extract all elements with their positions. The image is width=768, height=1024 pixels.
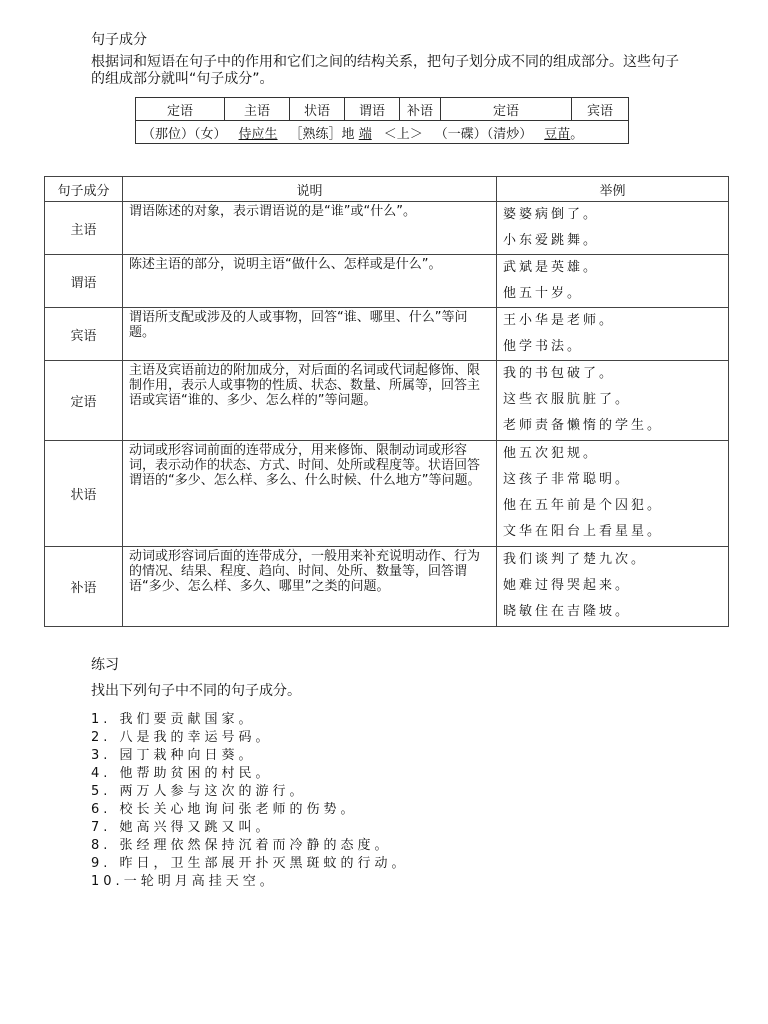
item-text: 一轮明月高挂天空。 (123, 874, 277, 889)
example-header-row (136, 98, 629, 121)
example-sentence-cell (136, 121, 629, 144)
list-item (91, 711, 409, 729)
component-examples (497, 308, 729, 361)
component-examples (497, 441, 729, 547)
example-header-cell: 主语 (225, 98, 290, 121)
item-text: 两万人参与这次的游行。 (119, 784, 307, 799)
example-sentence: 他学书法。 (503, 339, 584, 354)
column-header-examples: 举例 (497, 177, 729, 202)
table-row (45, 202, 729, 255)
example-header-cell: 谓语 (345, 98, 400, 121)
item-number: 5. (91, 784, 112, 799)
example-sentence: 老师责备懒惰的学生。 (503, 418, 664, 433)
example-object: 豆苗 (544, 126, 571, 142)
component-examples (497, 547, 729, 627)
item-text: 校长关心地询问张老师的伤势。 (119, 802, 358, 817)
item-text: 她高兴得又跳又叫。 (119, 820, 273, 835)
example-complement: ＜上＞ (383, 126, 423, 142)
item-text: 昨日，卫生部展开扑灭黑斑蚊的行动。 (119, 856, 409, 871)
example-period: 。 (570, 126, 584, 142)
component-examples (497, 202, 729, 255)
item-number: 6. (91, 802, 112, 817)
example-header-cell: 定语 (441, 98, 572, 121)
item-number: 2. (91, 730, 112, 745)
example-header-cell: 宾语 (572, 98, 629, 121)
example-header-cell: 状语 (290, 98, 345, 121)
sentence-components-table (44, 176, 729, 627)
table-row (45, 441, 729, 547)
component-description: 主语及宾语前边的附加成分，对后面的名词或代词起修饰、限制作用，表示人或事物的性质、状态、数量、所属等，回答主语或宾语“谁的、多少、怎么样的”等问题。 (123, 361, 497, 441)
item-text: 我们要贡献国家。 (119, 712, 256, 727)
example-adverbial: ［熟练］地 (289, 126, 355, 142)
example-predicate: 端 (358, 126, 372, 142)
item-text: 园丁栽种向日葵。 (119, 748, 256, 763)
exercise-list (91, 711, 409, 891)
component-description: 陈述主语的部分，说明主语“做什么、怎样或是什么”。 (123, 255, 497, 308)
example-sentence: 王小华是老师。 (503, 313, 616, 328)
component-name: 定语 (45, 361, 123, 441)
example-subject: 侍应生 (238, 126, 278, 142)
component-description: 谓语所支配或涉及的人或事物，回答“谁、哪里、什么”等问题。 (123, 308, 497, 361)
item-number: 3. (91, 748, 112, 763)
example-sentence-table (135, 97, 629, 144)
example-sentence: 她难过得哭起来。 (503, 578, 632, 593)
item-number: 10. (91, 874, 124, 889)
list-item (91, 783, 409, 801)
component-name: 状语 (45, 441, 123, 547)
item-number: 8. (91, 838, 112, 853)
column-header-component: 句子成分 (45, 177, 123, 202)
example-sentence: 他五十岁。 (503, 286, 584, 301)
example-attributive-2: （一碟）（清炒） (434, 126, 533, 142)
list-item (91, 729, 409, 747)
component-description: 动词或形容词前面的连带成分，用来修饰、限制动词或形容词，表示动作的状态、方式、时间、处所或程度等。状语回答谓语的“多少、怎么样、多么、什么时候、什么地方”等问题。 (123, 441, 497, 547)
example-sentence: 我的书包破了。 (503, 366, 616, 381)
component-description: 动词或形容词后面的连带成分，一般用来补充说明动作、行为的情况、结果、程度、趋向、时间、处所、数量等，回答谓语“多少、怎么样、多久、哪里”之类的问题。 (123, 547, 497, 627)
item-text: 他帮助贫困的村民。 (119, 766, 273, 781)
component-name: 宾语 (45, 308, 123, 361)
practice-instruction: 找出下列句子中不同的句子成分。 (91, 683, 301, 699)
list-item (91, 837, 409, 855)
example-sentence: 小东爱跳舞。 (503, 233, 600, 248)
example-sentence: 我们谈判了楚九次。 (503, 552, 648, 567)
table-row (45, 308, 729, 361)
list-item (91, 747, 409, 765)
component-examples (497, 255, 729, 308)
intro-paragraph: 根据词和短语在句子中的作用和它们之间的结构关系，把句子划分成不同的组成部分。这些句子的组成部分就叫“句子成分”。 (91, 54, 679, 87)
item-number: 4. (91, 766, 112, 781)
table-row (45, 361, 729, 441)
example-sentence: 武斌是英雄。 (503, 260, 600, 275)
example-sentence: 婆婆病倒了。 (503, 207, 600, 222)
example-header-cell: 补语 (400, 98, 441, 121)
component-name: 谓语 (45, 255, 123, 308)
component-description: 谓语陈述的对象，表示谓语说的是“谁”或“什么”。 (123, 202, 497, 255)
table-header-row (45, 177, 729, 202)
example-sentence: 晓敏住在吉隆坡。 (503, 604, 632, 619)
example-sentence: 这孩子非常聪明。 (503, 472, 632, 487)
list-item (91, 801, 409, 819)
component-name: 补语 (45, 547, 123, 627)
list-item (91, 819, 409, 837)
item-text: 八是我的幸运号码。 (119, 730, 273, 745)
list-item (91, 855, 409, 873)
component-name: 主语 (45, 202, 123, 255)
table-row (45, 547, 729, 627)
list-item (91, 873, 409, 891)
example-header-cell: 定语 (136, 98, 225, 121)
example-attributive-1: （那位）（女） (142, 126, 227, 142)
item-number: 7. (91, 820, 112, 835)
column-header-description: 说明 (123, 177, 497, 202)
list-item (91, 765, 409, 783)
example-sentence-row (136, 121, 629, 144)
page-title: 句子成分 (91, 32, 147, 48)
table-row (45, 255, 729, 308)
example-sentence: 他五次犯规。 (503, 446, 600, 461)
example-sentence: 他在五年前是个囚犯。 (503, 498, 664, 513)
item-text: 张经理依然保持沉着而冷静的态度。 (119, 838, 392, 853)
item-number: 9. (91, 856, 112, 871)
example-sentence: 这些衣服肮脏了。 (503, 392, 632, 407)
example-sentence: 文华在阳台上看星星。 (503, 524, 664, 539)
item-number: 1. (91, 712, 112, 727)
component-examples (497, 361, 729, 441)
practice-heading: 练习 (91, 657, 119, 673)
